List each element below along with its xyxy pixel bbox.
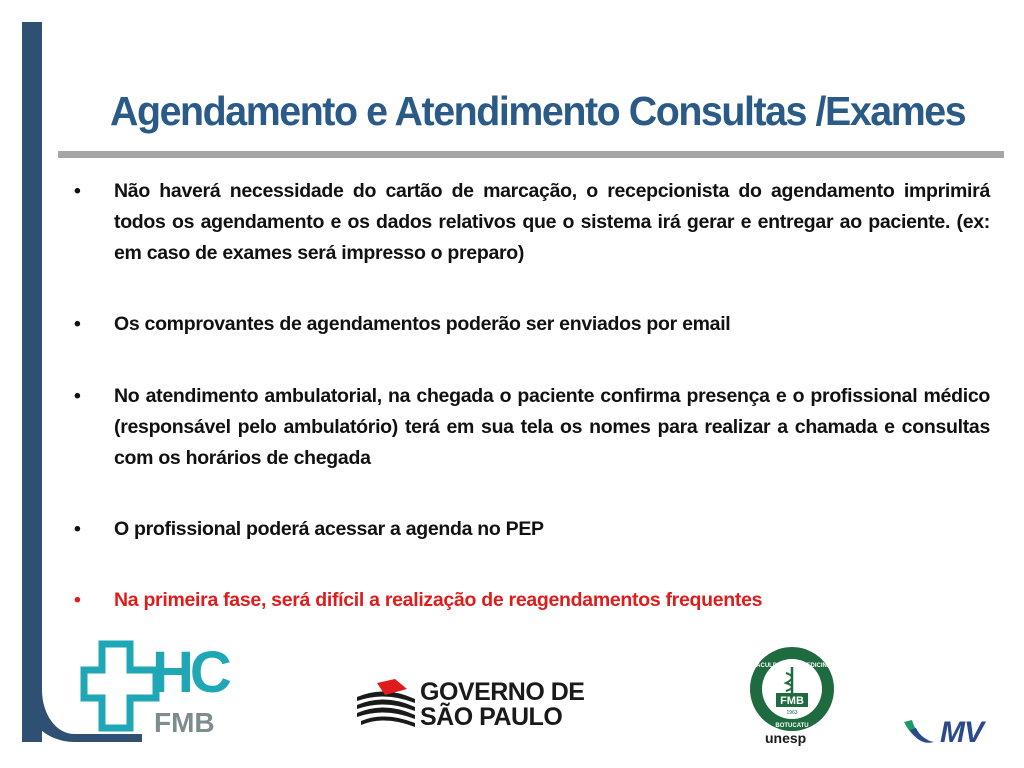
fmb-seal-city: BOTUCATU xyxy=(775,723,809,729)
hc-fmb-logo xyxy=(80,640,228,738)
slide-title: Agendamento e Atendimento Consultas /Exames xyxy=(110,88,966,134)
bullet-item xyxy=(74,309,990,340)
bullet-text: Na primeira fase, será difícil a realização de reagendamentos frequentes xyxy=(114,589,763,611)
bullet-text: Os comprovantes de agendamentos poderão ser enviados por email xyxy=(114,313,731,335)
title-divider xyxy=(58,151,1004,158)
fmb-seal-logo xyxy=(748,645,836,733)
bullet-text: Não haverá necessidade do cartão de marcação, o recepcionista do agendamento imprimirá todos os agendamento e os dados relativos que o sistema irá gerar e entregar ao paciente. (ex: em caso de exames será impresso o preparo) xyxy=(114,180,990,264)
fmb-seal-year: 1963 xyxy=(786,710,798,716)
bullet-item xyxy=(74,176,990,269)
bullet-list xyxy=(74,176,990,616)
bullet-dot: • xyxy=(74,313,81,335)
bullet-dot: • xyxy=(74,180,81,202)
hc-fmb-letters: FMB xyxy=(154,707,215,738)
bullet-item xyxy=(74,514,990,545)
governo-sp-text xyxy=(420,680,584,730)
bullet-item-highlight xyxy=(74,585,990,616)
bullet-dot: • xyxy=(74,589,81,611)
bullet-item xyxy=(74,381,990,474)
bullet-dot: • xyxy=(74,518,81,540)
left-accent-bar xyxy=(22,22,42,742)
governo-line1: GOVERNO DE xyxy=(420,678,585,706)
mv-logo-text: MV xyxy=(940,716,983,749)
bullet-dot: • xyxy=(74,385,81,407)
unesp-logo: unesp xyxy=(765,730,807,746)
hc-letters: HC xyxy=(152,640,228,705)
fmb-seal-center: FMB xyxy=(780,695,804,707)
bullet-text: No atendimento ambulatorial, na chegada o paciente confirma presença e o profissional médico (responsável pelo ambulatório) terá em sua tela os nomes para realizar a chamada e consultas com os horários de chegada xyxy=(114,385,990,469)
fmb-ring-text: FACULDADE DE MEDICINA xyxy=(752,663,832,669)
bullet-text: O profissional poderá acessar a agenda no PEP xyxy=(114,518,544,540)
governo-line2: SÃO PAULO xyxy=(420,703,563,731)
